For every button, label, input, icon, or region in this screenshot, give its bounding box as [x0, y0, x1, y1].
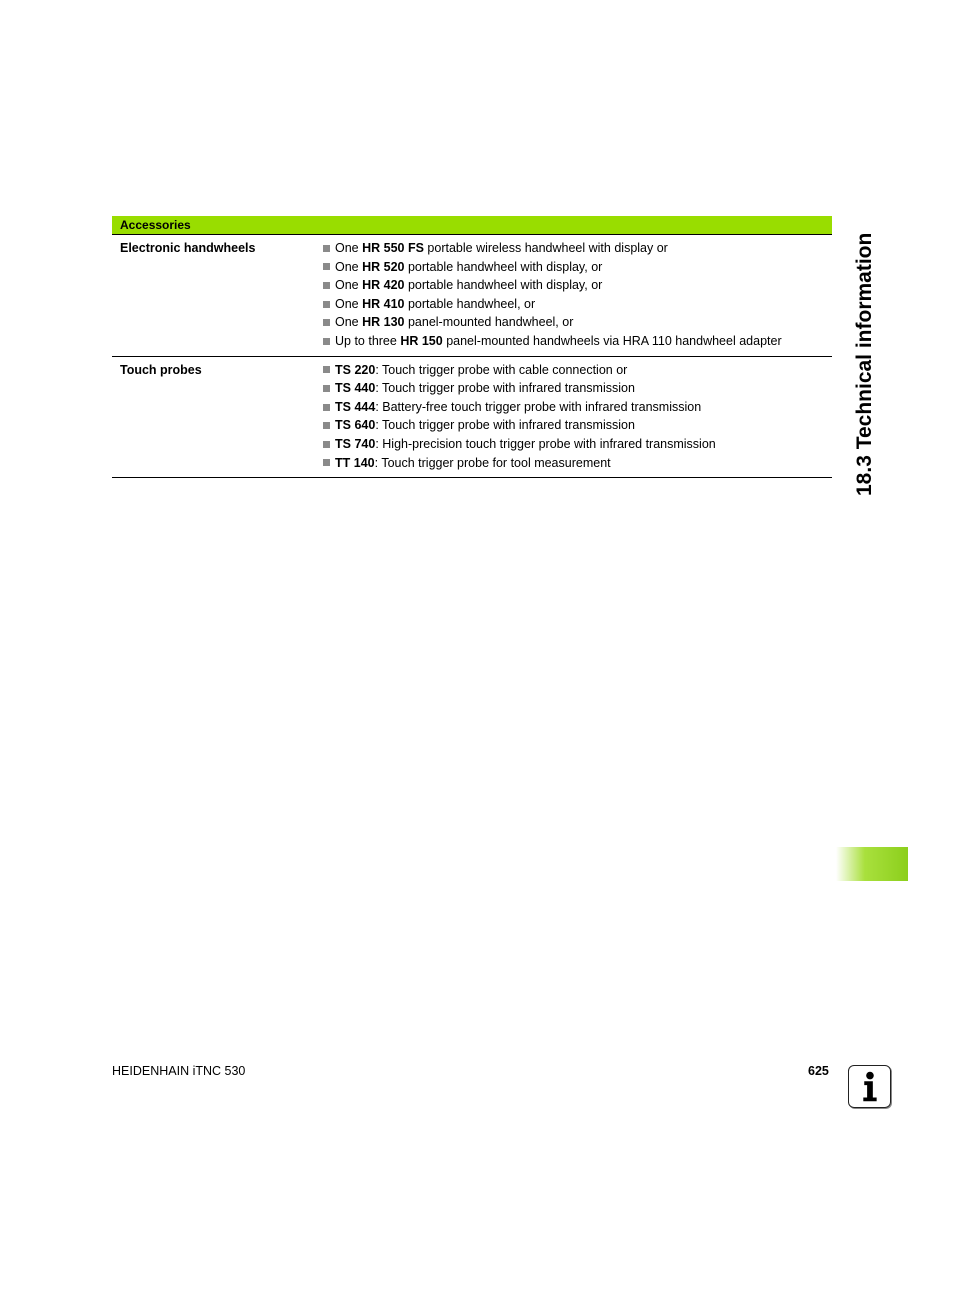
accessories-table: [112, 216, 832, 478]
item-text-post: panel-mounted handwheels via HRA 110 handwheel adapter: [442, 333, 782, 348]
item-text-post: portable handwheel with display, or: [404, 278, 603, 293]
list-item: [323, 295, 832, 314]
list-item: [323, 258, 832, 277]
item-text-bold: HR 150: [400, 333, 443, 348]
square-bullet-icon: [323, 459, 330, 466]
item-text-bold: TT 140: [335, 455, 375, 470]
item-text-bold: TS 444: [335, 399, 376, 414]
square-bullet-icon: [323, 263, 330, 270]
square-bullet-icon: [323, 422, 330, 429]
square-bullet-icon: [323, 245, 330, 252]
list-item: [323, 398, 832, 417]
item-text-post: : Battery-free touch trigger probe with infrared transmission: [375, 399, 702, 414]
item-text-bold: TS 440: [335, 381, 376, 396]
table-row: [112, 235, 832, 357]
item-text-bold: HR 520: [362, 259, 405, 274]
item-text-pre: One: [335, 259, 363, 274]
list-item: [323, 454, 832, 473]
square-bullet-icon: [323, 366, 330, 373]
item-text-bold: TS 740: [335, 436, 376, 451]
list-item: [323, 416, 832, 435]
item-text-pre: One: [335, 315, 363, 330]
item-text-post: portable handwheel, or: [404, 296, 536, 311]
item-text-post: : Touch trigger probe with infrared transmission: [375, 418, 635, 433]
item-text-bold: HR 410: [362, 296, 405, 311]
square-bullet-icon: [323, 282, 330, 289]
square-bullet-icon: [323, 301, 330, 308]
item-list: [323, 239, 832, 351]
info-icon: [848, 1065, 891, 1108]
page-number: 625: [808, 1064, 829, 1078]
item-text-post: panel-mounted handwheel, or: [404, 315, 574, 330]
item-list: [323, 361, 832, 473]
row-label: Touch probes: [120, 362, 202, 377]
item-text-bold: HR 550 FS: [362, 241, 424, 255]
item-text-post: portable wireless handwheel with display or: [423, 241, 668, 255]
chapter-tab: [836, 847, 908, 881]
square-bullet-icon: [323, 441, 330, 448]
footer-product: HEIDENHAIN iTNC 530: [112, 1064, 246, 1078]
item-text-pre: One: [335, 296, 363, 311]
item-text-bold: HR 130: [362, 315, 405, 330]
list-item: [323, 361, 832, 380]
square-bullet-icon: [323, 385, 330, 392]
item-text-post: : Touch trigger probe for tool measurement: [374, 455, 611, 470]
item-text-pre: One: [335, 278, 363, 293]
item-text-bold: TS 640: [335, 418, 376, 433]
square-bullet-icon: [323, 404, 330, 411]
item-text-pre: One: [335, 241, 363, 255]
item-text-post: portable handwheel with display, or: [404, 259, 603, 274]
list-item: [323, 379, 832, 398]
item-text-post: : Touch trigger probe with infrared transmission: [375, 381, 635, 396]
square-bullet-icon: [323, 319, 330, 326]
list-item: [323, 435, 832, 454]
item-text-bold: TS 220: [335, 362, 376, 377]
item-text-post: : Touch trigger probe with cable connection or: [375, 362, 628, 377]
section-title: 18.3 Technical information: [853, 232, 876, 496]
table-header: Accessories: [112, 216, 832, 235]
list-item: [323, 313, 832, 332]
list-item: [323, 276, 832, 295]
square-bullet-icon: [323, 338, 330, 345]
item-text-post: : High-precision touch trigger probe with infrared transmission: [375, 436, 716, 451]
list-item: [323, 239, 832, 258]
table-row: [112, 357, 832, 479]
item-text-bold: HR 420: [362, 278, 405, 293]
table-body: [112, 235, 832, 478]
item-text-pre: Up to three: [335, 333, 401, 348]
row-label: Electronic handwheels: [120, 241, 256, 255]
list-item: [323, 332, 832, 351]
